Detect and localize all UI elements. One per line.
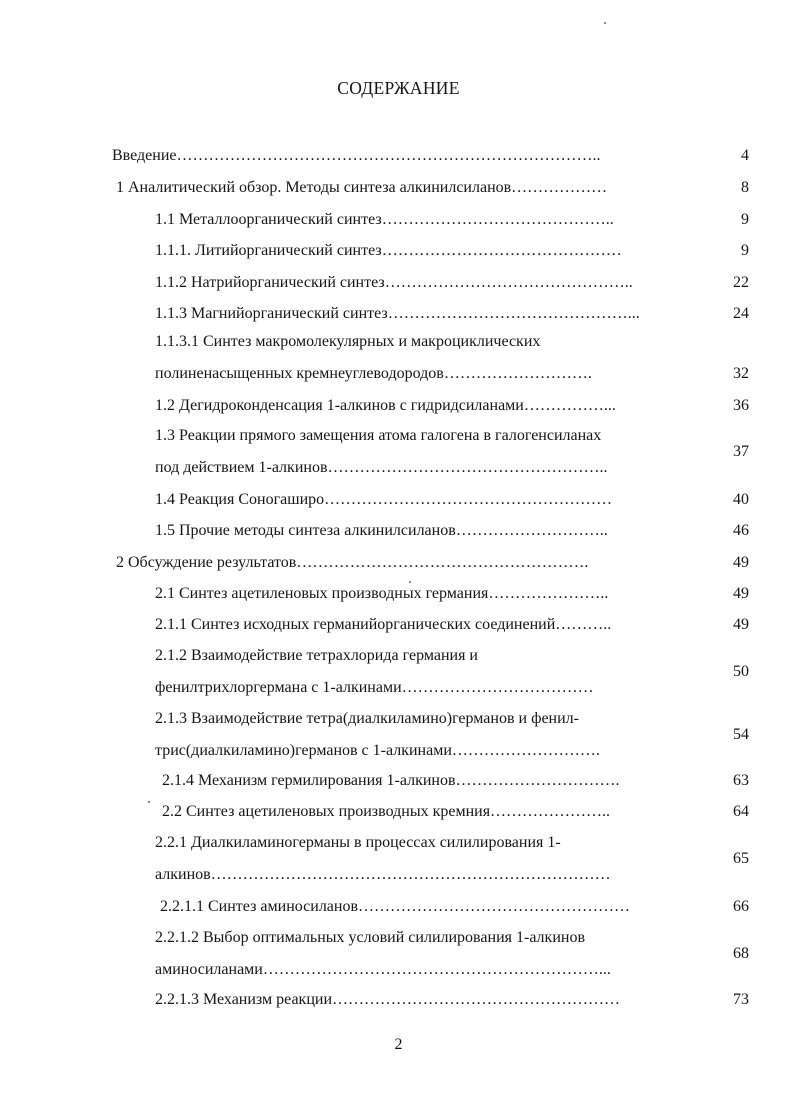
scan-speck: [148, 801, 150, 803]
toc-entry-1-1-2: [155, 267, 797, 299]
page-title: СОДЕРЖАНИЕ: [337, 78, 460, 98]
toc-entry-text: 1.1 Металлоорганический синтез……………………………………..: [155, 211, 614, 228]
toc-entry-page: 49: [733, 554, 749, 571]
toc-entry-text: 2.2.1.1 Синтез аминосиланов……………………………………………: [160, 898, 631, 915]
toc-entry-page: 46: [733, 522, 749, 539]
toc-entry-2-1-4: [162, 765, 797, 797]
toc-entry-text: под действием 1-алкинов……………………………………………..: [155, 459, 608, 476]
toc-entry-page: 40: [733, 491, 749, 508]
toc-entry-page: 22: [733, 274, 749, 291]
toc-entry-page: 32: [733, 365, 749, 382]
page-number: 2: [394, 1036, 403, 1053]
toc-entry-text: алкинов…………………………………………………………………: [155, 866, 611, 883]
toc-entry-2-1-1: [155, 609, 797, 641]
toc-entry-page: 36: [733, 397, 749, 414]
toc-entry-page: 24: [733, 305, 749, 322]
toc-entry-text: 1.1.3.1 Синтез макромолекулярных и макроциклических: [155, 333, 541, 350]
toc-entry-text: 2.1.4 Механизм гермилирования 1-алкинов………………………….: [162, 772, 620, 789]
toc-entry-page: 4: [741, 147, 749, 164]
toc-entry-1-1-1: [155, 235, 797, 267]
toc-entry-2-2-1: [155, 827, 797, 891]
toc-entry-page: 68: [733, 945, 749, 962]
toc-entry-2-2-1-2: [155, 922, 797, 986]
toc-entry-introduction: [112, 140, 797, 172]
toc-entry-text: 1.2 Дегидроконденсация 1-алкинов с гидридсиланами……………...: [155, 397, 616, 414]
toc-entry-text: 2.2.1 Диалкиламиногерманы в процессах силилирования 1-: [155, 834, 561, 851]
toc-entry-text: 2.2.1.3 Механизм реакции………………………………………………: [155, 991, 620, 1008]
toc-entry-text: 1.1.1. Литийорганический синтез………………………………………: [155, 242, 622, 259]
toc-entry-page: 9: [741, 211, 749, 228]
toc-entry-text: Введение……………………………………………………………………..: [112, 147, 601, 164]
toc-entry-text: 1.3 Реакции прямого замещения атома галогена в галогенсиланах: [155, 427, 602, 444]
toc-entry-1-4: [155, 484, 797, 516]
toc-entry-2-1: [155, 578, 797, 610]
scan-speck: [604, 22, 606, 24]
toc-entry-text: трис(диалкиламино)германов с 1-алкинами……………………….: [155, 742, 600, 759]
toc-entry-page: 73: [733, 991, 749, 1008]
toc-entry-page: 9: [741, 242, 749, 259]
toc-entry-text: 1.1.3 Магнийорганический синтез………………………………………...: [155, 305, 640, 322]
toc-entry-text: 2 Обсуждение результатов……………………………………………….: [116, 554, 589, 571]
toc-entry-2-1-2: [155, 640, 797, 704]
toc-entry-1-1: [155, 204, 797, 236]
toc-entry-text: 2.2.1.2 Выбор оптимальных условий силилирования 1-алкинов: [155, 929, 585, 946]
toc-entry-page: 49: [733, 585, 749, 602]
toc-entry-chapter-2: [116, 547, 797, 579]
toc-entry-page: 66: [733, 898, 749, 915]
toc-entry-page: 54: [733, 726, 749, 743]
toc-entry-text: аминосиланами………………………………………………………...: [155, 961, 611, 978]
toc-entry-text: 2.1.2 Взаимодействие тетрахлорида германия и: [155, 647, 478, 664]
toc-entry-text: 1 Аналитический обзор. Методы синтеза алкинилсиланов………………: [116, 179, 608, 196]
toc-entry-page: 8: [741, 179, 749, 196]
toc-entry-text: 2.1 Синтез ацетиленовых производных германия…………………..: [155, 585, 609, 602]
toc-entry-page: 49: [733, 616, 749, 633]
toc-entry-text: 1.5 Прочие методы синтеза алкинилсиланов………………………..: [155, 522, 608, 539]
toc-entry-text: 2.1.1 Синтез исходных германийорганических соединений………..: [155, 616, 612, 633]
toc-entry-page: 65: [733, 850, 749, 867]
toc-entry-text: фенилтрихлоргермана с 1-алкинами………………………………: [155, 679, 594, 696]
toc-entry-1-3: [155, 420, 797, 484]
toc-entry-chapter-1: [116, 172, 797, 204]
toc-entry-2-1-3: [155, 703, 797, 767]
toc-entry-text: 1.1.2 Натрийорганический синтез………………………………………..: [155, 274, 633, 291]
toc-entry-1-1-3-1: [155, 326, 797, 390]
toc-entry-page: 37: [733, 443, 749, 460]
toc-entry-1-2: [155, 390, 797, 422]
toc-entry-page: 64: [733, 803, 749, 820]
toc-entry-page: 63: [733, 772, 749, 789]
toc-entry-text: 1.4 Реакция Соногаширо………………………………………………: [155, 491, 613, 508]
toc-entry-2-2-1-3: [155, 984, 797, 1016]
toc-entry-2-2-1-1: [160, 891, 797, 923]
toc-entry-2-2: [162, 796, 797, 828]
toc-entry-text: полиненасыщенных кремнеуглеводородов……………………….: [155, 365, 592, 382]
toc-entry-text: 2.2 Синтез ацетиленовых производных кремния…………………..: [162, 803, 611, 820]
toc-entry-page: 50: [733, 663, 749, 680]
toc-entry-text: 2.1.3 Взаимодействие тетра(диалкиламино)германов и фенил-: [155, 710, 579, 727]
toc-entry-1-5: [155, 515, 797, 547]
